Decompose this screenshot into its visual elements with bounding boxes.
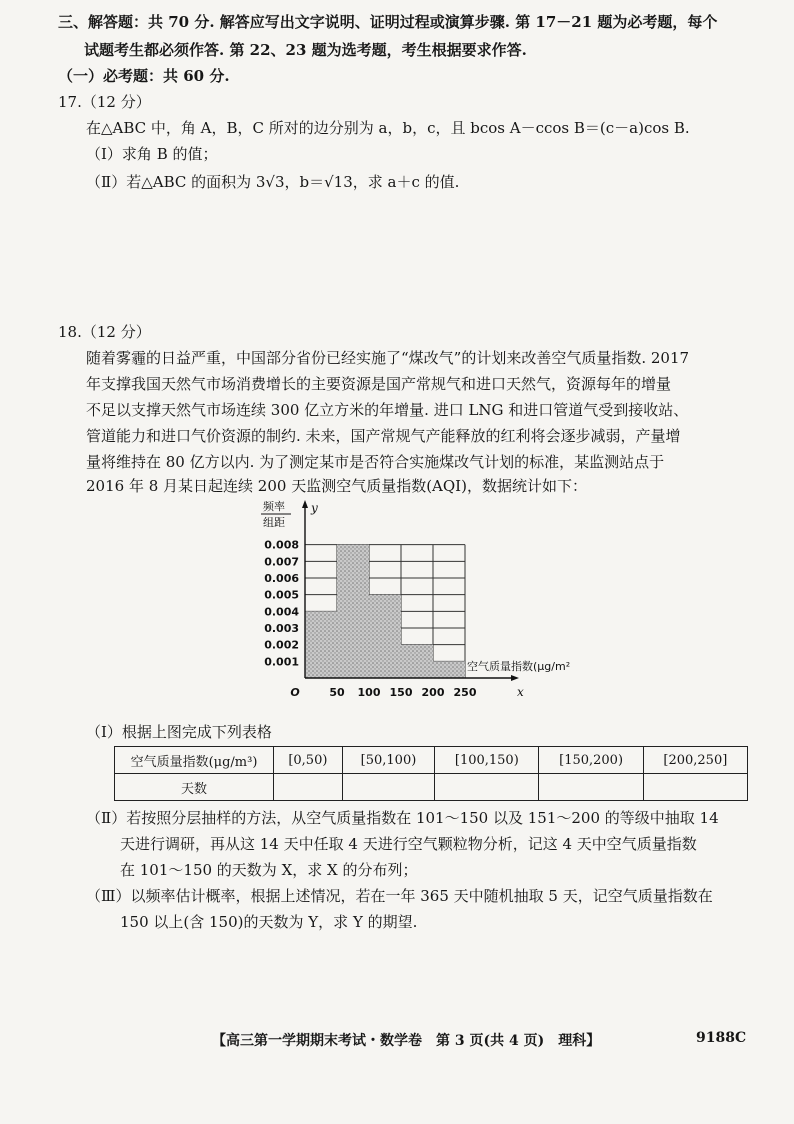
y-tick-label: 0.006 — [264, 572, 299, 585]
table-header-cell: [100,150) — [435, 747, 539, 774]
histogram-bar — [369, 595, 401, 678]
histogram-bar — [433, 661, 465, 678]
q18-part3-line2: 150 以上(含 150)的天数为 Y，求 Y 的期望. — [120, 913, 418, 931]
q17-part2: （Ⅱ）若△ABC 的面积为 3√3，b＝√13，求 a＋c 的值. — [86, 173, 460, 191]
q18-part2-line3: 在 101～150 的天数为 X，求 X 的分布列； — [120, 861, 418, 879]
table-blank-cell[interactable] — [342, 774, 434, 801]
histogram-bar — [337, 545, 369, 678]
y-tick-label: 0.005 — [264, 588, 299, 602]
x-axis-letter: x — [517, 685, 524, 699]
table-header-cell: [50,100) — [342, 747, 434, 774]
answer-space — [0, 200, 794, 320]
aqi-histogram — [240, 498, 570, 718]
y-axis-arrow — [302, 500, 308, 508]
q18-part1: （Ⅰ）根据上图完成下列表格 — [86, 723, 272, 741]
y-tick-label: 0.008 — [264, 538, 299, 552]
q18-paragraph-line5: 量将维持在 80 亿方以内. 为了测定某市是否符合实施煤改气计划的标准，某监测站点于 — [86, 453, 665, 471]
footer-title: 【高三第一学期期末考试・数学卷 第 3 页(共 4 页) 理科】 — [212, 1033, 601, 1049]
table-header-cell: [150,200) — [539, 747, 643, 774]
y-label-numerator: 频率 — [263, 500, 285, 513]
q18-part2-line2: 天进行调研，再从这 14 天中任取 4 天进行空气颗粒物分析，记这 4 天中空气质量指数 — [120, 835, 697, 853]
y-axis-letter: y — [311, 501, 318, 515]
footer-code: 9188C — [696, 1030, 747, 1046]
q17-part1: （Ⅰ）求角 B 的值； — [86, 145, 218, 163]
x-tick-label: 250 — [453, 686, 477, 699]
table-header-cell: [200,250] — [643, 747, 747, 774]
x-tick-label: 50 — [329, 686, 345, 699]
table-blank-cell[interactable] — [539, 774, 643, 801]
q18-part3-line1: （Ⅲ）以频率估计概率，根据上述情况，若在一年 365 天中随机抽取 5 天，记空气质量指数在 — [86, 887, 713, 905]
q17-stem: 在△ABC 中，角 A，B，C 所对的边分别为 a，b，c，且 bcos A－ccos B＝(c－a)cos B. — [86, 119, 690, 137]
histogram-bar — [401, 645, 433, 678]
table-header-cell: 空气质量指数(μg/m³) — [115, 747, 274, 774]
x-tick-label: 150 — [389, 686, 413, 699]
x-axis-arrow — [511, 675, 519, 681]
y-tick-label: 0.001 — [264, 655, 299, 669]
x-tick-label: 200 — [421, 686, 445, 699]
aqi-days-table — [114, 746, 748, 801]
section-required-heading: （一）必考题：共 60 分. — [58, 67, 230, 85]
y-tick-label: 0.004 — [264, 605, 299, 619]
q18-paragraph-line2: 年支撑我国天然气市场消费增长的主要资源是国产常规气和进口天然气，资源每年的增量 — [86, 375, 672, 393]
q17-header: 17.（12 分） — [58, 93, 151, 111]
y-label-denominator: 组距 — [263, 516, 285, 529]
table-header-row — [115, 747, 748, 774]
q18-paragraph-line6: 2016 年 8 月某日起连续 200 天监测空气质量指数(AQI)，数据统计如下： — [86, 477, 587, 495]
table-header-cell: [0,50) — [274, 747, 343, 774]
q18-paragraph-line4: 管道能力和进口气价资源的制约. 未来，国产常规气产能释放的红利将会逐步减弱，产量增 — [86, 427, 681, 445]
table-row — [115, 774, 748, 801]
section-instructions-line1: 三、解答题：共 70 分. 解答应写出文字说明、证明过程或演算步骤. 第 17－21 题为必考题，每个 — [58, 13, 718, 31]
table-blank-cell[interactable] — [435, 774, 539, 801]
y-tick-label: 0.002 — [264, 638, 299, 652]
y-tick-label: 0.007 — [264, 555, 299, 569]
x-tick-label: 100 — [357, 686, 381, 699]
x-axis-label: 空气质量指数(μg/m²) — [467, 660, 570, 673]
q18-header: 18.（12 分） — [58, 323, 151, 341]
histogram-bar — [305, 611, 337, 678]
histogram-svg — [240, 498, 570, 718]
q18-paragraph-line1: 随着雾霾的日益严重，中国部分省份已经实施了“煤改气”的计划来改善空气质量指数. 2017 — [86, 349, 690, 367]
table-row-label: 天数 — [115, 774, 274, 801]
q18-part2-line1: （Ⅱ）若按照分层抽样的方法，从空气质量指数在 101～150 以及 151～200 的等级中抽取 14 — [86, 809, 719, 827]
y-tick-label: 0.003 — [264, 622, 299, 635]
section-instructions-line2: 试题考生都必须作答. 第 22、23 题为选考题，考生根据要求作答. — [84, 41, 527, 59]
origin-label: O — [290, 686, 300, 699]
table-blank-cell[interactable] — [643, 774, 747, 801]
table-blank-cell[interactable] — [274, 774, 343, 801]
q18-paragraph-line3: 不足以支撑天然气市场连续 300 亿立方米的年增量. 进口 LNG 和进口管道气受到接收站、 — [86, 401, 689, 419]
